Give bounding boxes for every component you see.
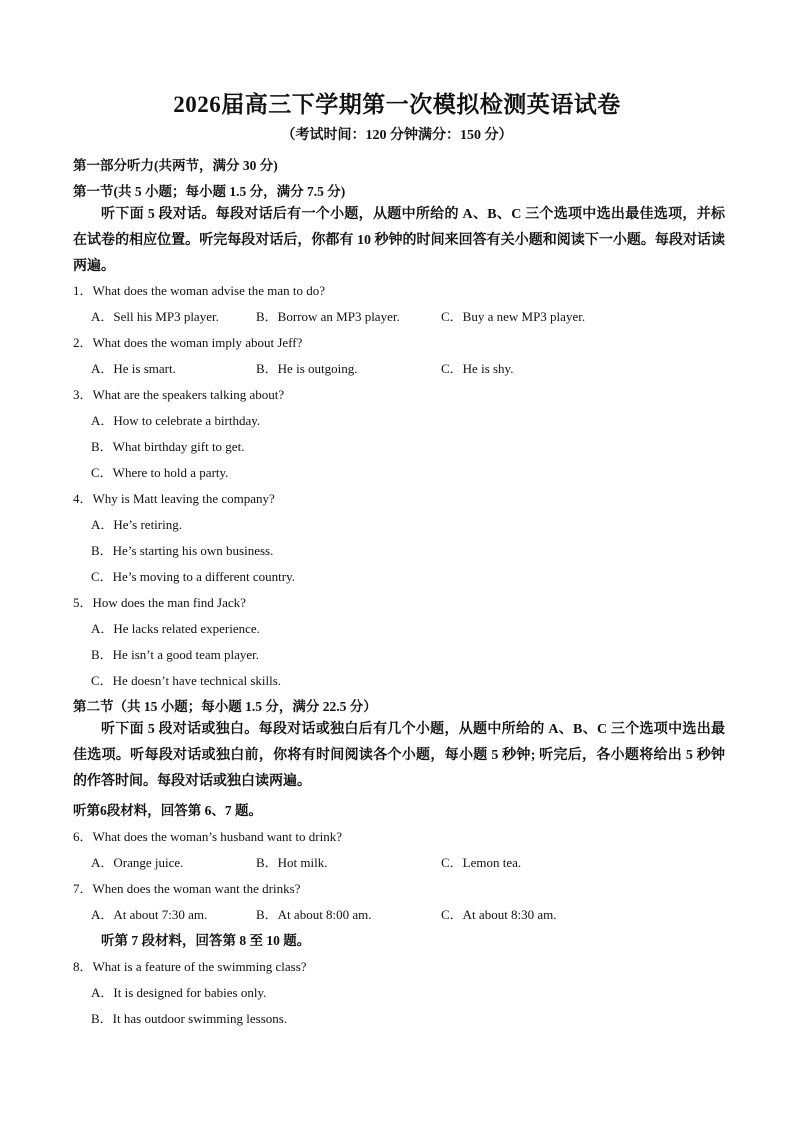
question-5: 5．How does the man find Jack? [73,595,246,610]
q5-option-c: C．He doesn’t have technical skills. [91,673,282,688]
q4-option-a: A．He’s retiring. [91,517,182,532]
q4-option-c: C．He’s moving to a different country. [91,569,295,584]
exam-subtitle: （考试时间：120 分钟满分：150 分） [281,128,513,143]
q3-option-c: C．Where to hold a party. [91,465,229,480]
exam-title: 2026届高三下学期第一次模拟检测英语试卷 [173,92,621,117]
question-6: 6．What does the woman’s husband want to drink? [73,829,342,844]
q4-option-b: B．He’s starting his own business. [91,543,274,558]
q2-option-b: B．He is outgoing. [256,361,358,376]
part1-heading: 第一部分听力(共两节，满分 30 分) [73,158,278,173]
section2-instructions: 听下面 5 段对话或独白。每段对话或独白后有几个小题，从题中所给的 A、B、C 三个选项中选出最佳选项。听每段对话或独白前，你将有时间阅读各个小题，每小题 5 秒钟; 听完后，各小题将给出 5 秒钟的作答时间。每段对话或独白读两遍。 [73,722,725,789]
q8-option-a: A．It is designed for babies only. [91,985,267,1000]
material-6-heading: 听第6段材料，回答第 6、7 题。 [73,803,262,818]
section1-heading: 第一节(共 5 小题；每小题 1.5 分，满分 7.5 分) [73,184,346,199]
q7-option-c: C．At about 8:30 am. [441,907,557,922]
q1-option-a: A．Sell his MP3 player. [91,309,219,324]
q1-option-c: C．Buy a new MP3 player. [441,309,586,324]
question-2: 2．What does the woman imply about Jeff? [73,335,303,350]
question-4: 4．Why is Matt leaving the company? [73,491,275,506]
q5-option-b: B．He isn’t a good team player. [91,647,260,662]
question-8: 8．What is a feature of the swimming class? [73,959,307,974]
question-1: 1．What does the woman advise the man to do? [73,283,325,298]
q6-option-b: B．Hot milk. [256,855,328,870]
q7-option-b: B．At about 8:00 am. [256,907,372,922]
q6-option-c: C．Lemon tea. [441,855,522,870]
q3-option-b: B．What birthday gift to get. [91,439,245,454]
q1-option-b: B．Borrow an MP3 player. [256,309,400,324]
material-7-heading: 听第 7 段材料，回答第 8 至 10 题。 [101,933,311,948]
section2-heading: 第二节（共 15 小题；每小题 1.5 分，满分 22.5 分） [73,699,377,714]
section1-instructions: 听下面 5 段对话。每段对话后有一个小题，从题中所给的 A、B、C 三个选项中选出最佳选项，并标在试卷的相应位置。听完每段对话后，你都有 10 秒钟的时间来回答有关小题和阅读下一小题。每段对话读两遍。 [73,207,725,274]
q6-option-a: A．Orange juice. [91,855,184,870]
q8-option-b: B．It has outdoor swimming lessons. [91,1011,288,1026]
q5-option-a: A．He lacks related experience. [91,621,260,636]
q3-option-a: A．How to celebrate a birthday. [91,413,261,428]
q2-option-a: A．He is smart. [91,361,176,376]
question-3: 3．What are the speakers talking about? [73,387,285,402]
q7-option-a: A．At about 7:30 am. [91,907,208,922]
q2-option-c: C．He is shy. [441,361,514,376]
question-7: 7．When does the woman want the drinks? [73,881,301,896]
